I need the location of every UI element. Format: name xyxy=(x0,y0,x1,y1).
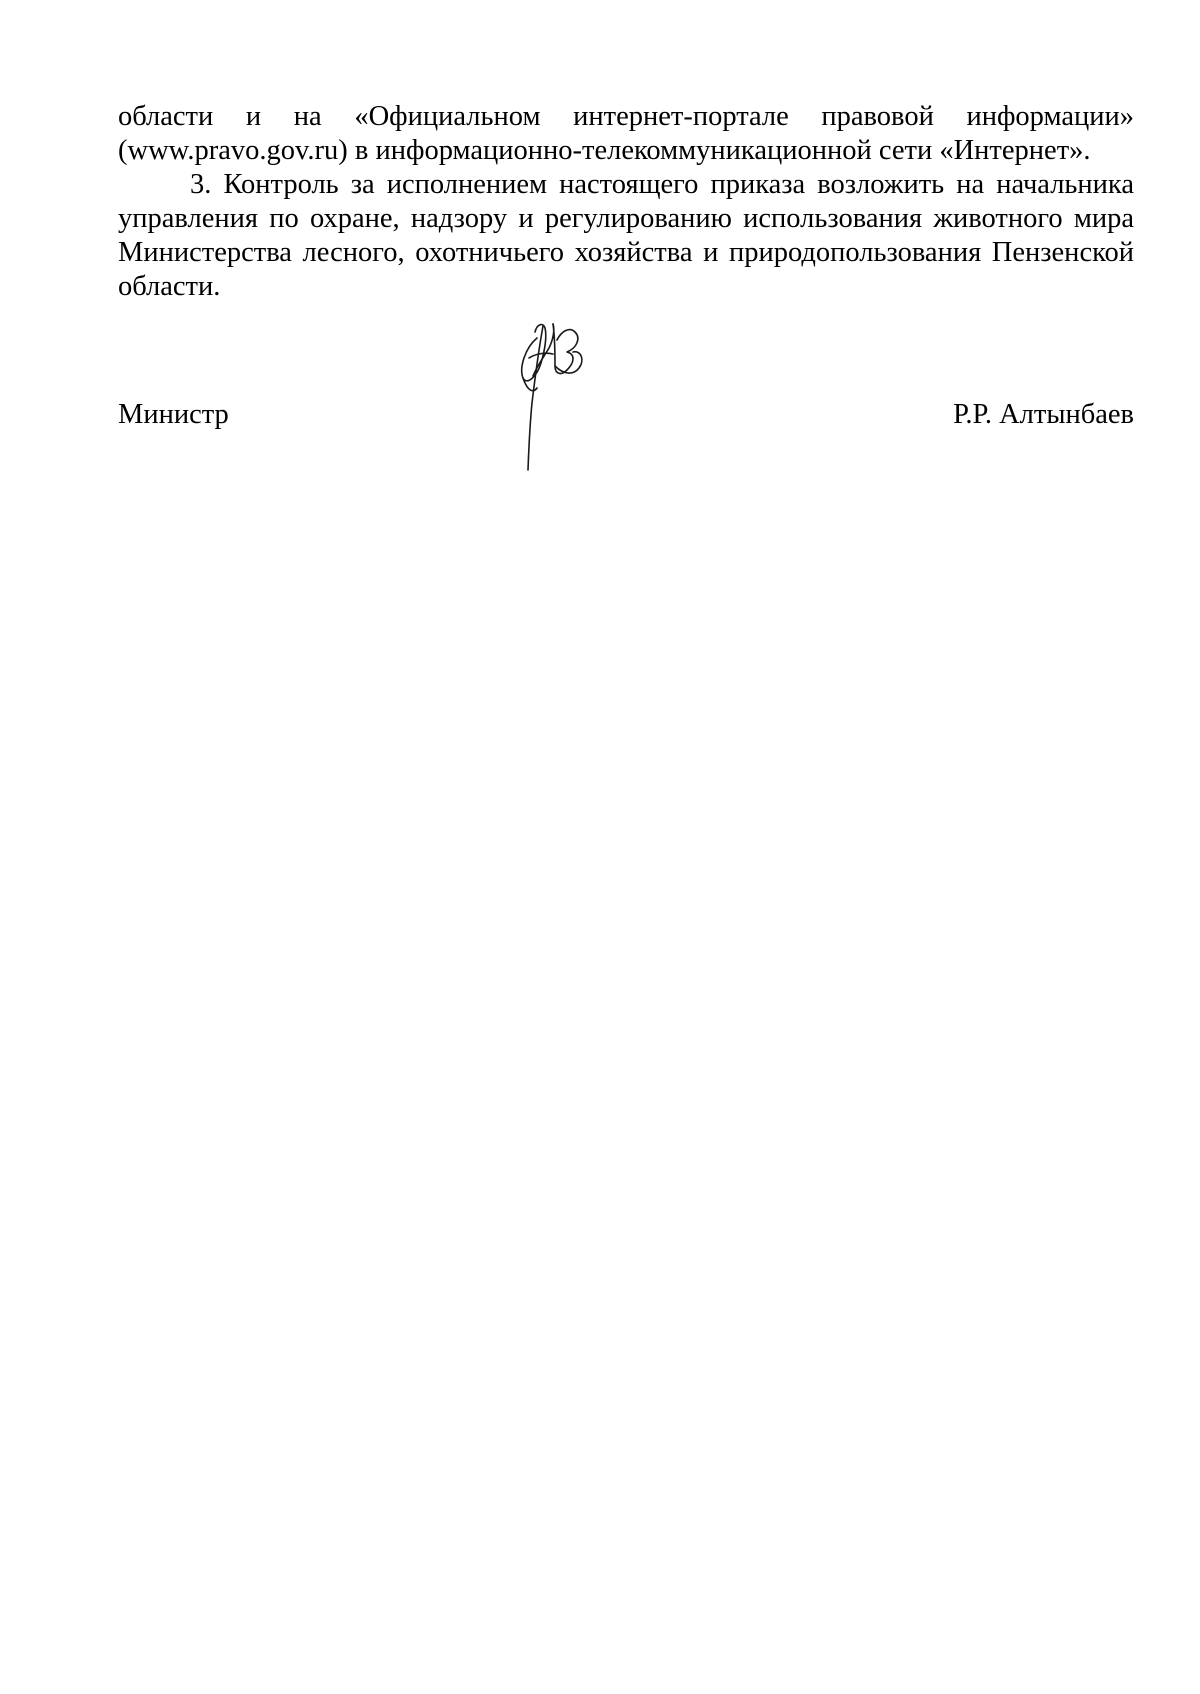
text-line: (www.pravo.gov.ru) в информационно-телекоммуникационной сети «Интернет». xyxy=(118,135,1091,166)
document-body xyxy=(118,100,1134,304)
signatory-position: Министр xyxy=(118,399,229,430)
signature-block xyxy=(118,398,1134,438)
paragraph-publication xyxy=(118,100,1134,168)
handwritten-signature xyxy=(515,318,595,473)
text-line: управления по охране, надзору и регулированию использования животного мира xyxy=(118,203,1134,234)
text-line: области. xyxy=(118,271,221,302)
text-line: области и на «Официальном интернет-портале правовой информации» xyxy=(118,101,1134,132)
paragraph-control-clause xyxy=(118,168,1134,304)
signatory-name: Р.Р. Алтынбаев xyxy=(953,399,1134,430)
text-line: Министерства лесного, охотничьего хозяйства и природопользования Пензенской xyxy=(118,237,1134,268)
text-line: 3. Контроль за исполнением настоящего приказа возложить на начальника xyxy=(190,169,1134,200)
